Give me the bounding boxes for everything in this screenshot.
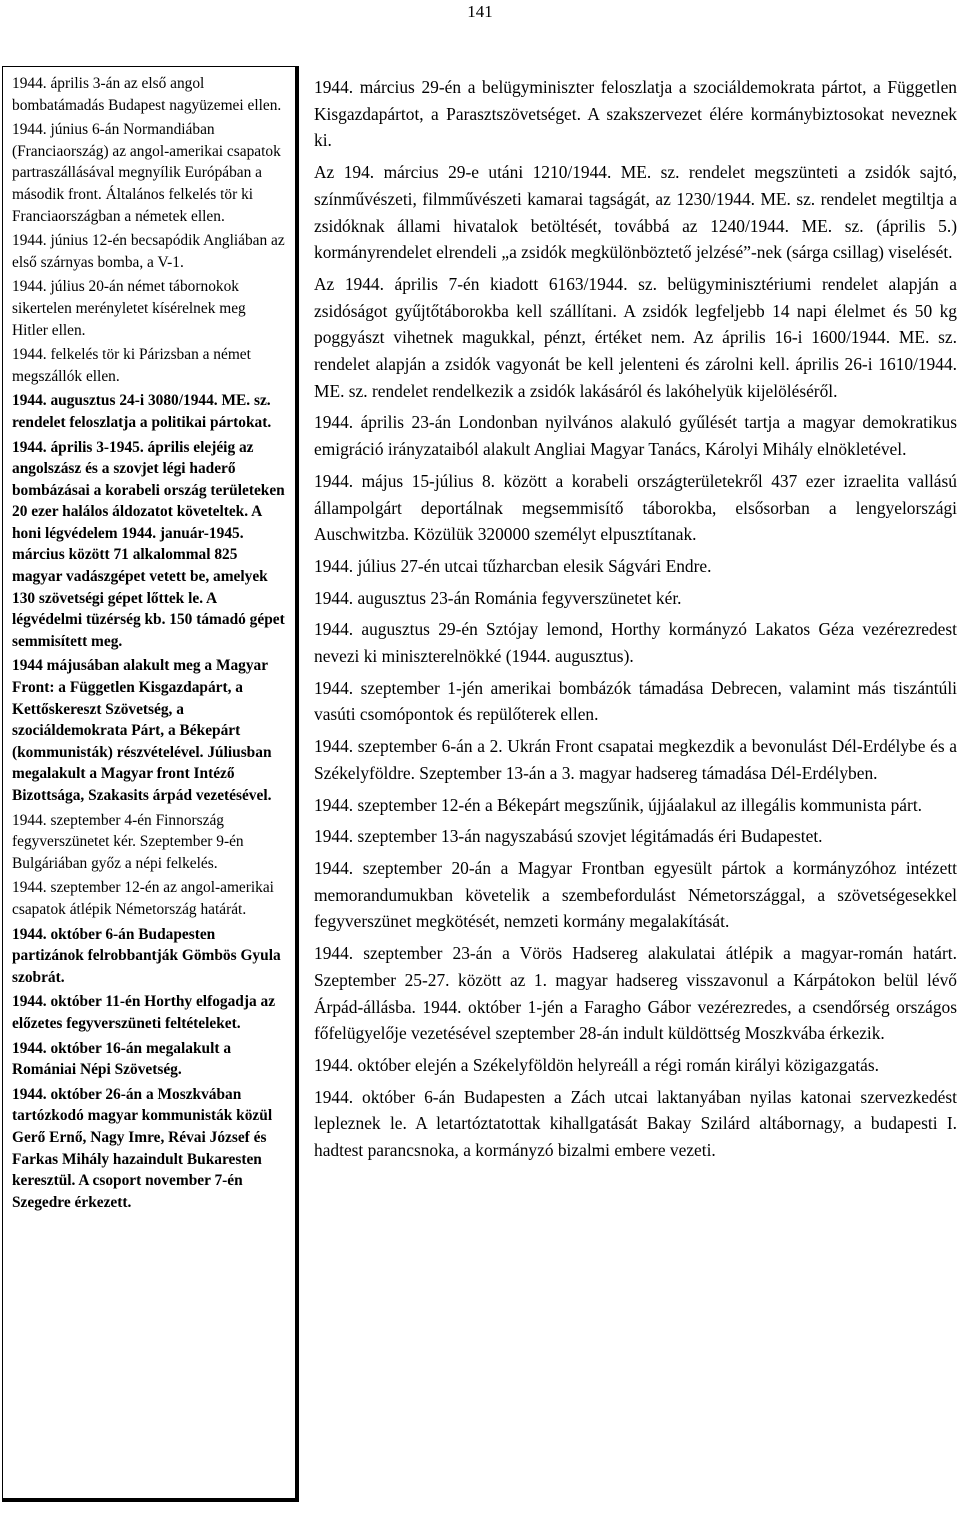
sidebar-entry: 1944. június 12-én becsapódik Angliában az első szárnyas bomba, a V-1. bbox=[12, 232, 285, 271]
sidebar-entry: 1944. október 11-én Horthy elfogadja az előzetes fegyverszüneti feltételeket. bbox=[12, 993, 276, 1032]
sidebar-entry: 1944. szeptember 4-én Finnország fegyverszünetet kér. Szeptember 9-én Bulgáriában győz a népi felkelés. bbox=[12, 811, 244, 872]
main-paragraph: 1944. március 29-én a belügyminiszter feloszlatja a szociáldemokrata pártot, a Független Kisgazdapártot, a Parasztszövetséget. A szakszervezet élére kormánybiztosokat neveznek ki. bbox=[314, 77, 957, 151]
main-paragraph: 1944. szeptember 12-én a Békepárt megszűnik, újjáalakul az illegális kommunista párt. bbox=[314, 794, 923, 815]
main-paragraph: 1944. szeptember 1-jén amerikai bombázók támadása Debrecen, valamint más tiszántúli vasúti csomópontok és repülőterek ellen. bbox=[314, 677, 957, 725]
main-paragraph: Az 1944. április 7-én kiadott 6163/1944. sz. belügyminisztériumi rendelet alapján a zsidóságot gyűjtőtáborokba kell szállítani. A zsidók legfeljebb 14 napi élelmet és 50 kg poggyászt vihetnek magukkal, pénzt, értéket nem. Az április 16-i 1600/1944. ME. sz. rendelet alapján a zsidók vagyonát be kell jelenteni és zárolni kell. április 26-i 1610/1944. ME. sz. rendelet rendelkezik a zsidók lakásáról és lakóhelyük kijelöléséről. bbox=[314, 273, 957, 401]
main-paragraph: 1944. április 23-án Londonban nyilvános alakuló gyűlését tartja a magyar demokratikus emigráció irányzataiból alakult Angliai Magyar Tanács, Károlyi Mihály elnökletével. bbox=[314, 412, 957, 460]
sidebar-box bbox=[2, 66, 299, 1502]
sidebar-entry: 1944. október 26-án a Moszkvában tartózkodó magyar kommunisták közül Gerő Ernő, Nagy Imre, Révai József és Farkas Mihály hazaindult Bukaresten keresztül. A csoport november 7-én Szegedre érkezett. bbox=[12, 1085, 273, 1211]
main-paragraph: 1944. október 6-án Budapesten a Zách utcai laktanyában nyilas katonai szervezkedést lepleznek le. A letartóztatottak kihallgatását Bakay Szilárd altábornagy, a budapesti I. hadtest parancsnoka, a kormányzó bizalmi embere vezeti. bbox=[314, 1086, 957, 1161]
sidebar-entry: 1944. június 6-án Normandiában (Franciaország) az angol-amerikai csapatok partraszállásával megnyílik Európában a második front. Általános felkelés tör ki Franciaországban a németek ellen. bbox=[12, 121, 281, 225]
sidebar-entry: 1944 májusában alakult meg a Magyar Front: a Független Kisgazdapárt, a Kettőskereszt Szövetség, a szociáldemokrata Párt, a Békepárt (kommunisták) részvételével. Júliusban megalakult a Magyar front Intéző Bizottsága, Szakasits árpád vezetésével. bbox=[12, 657, 272, 804]
main-paragraph: 1944. augusztus 29-én Sztójay lemond, Horthy kormányzó Lakatos Géza vezérezredest nevezi ki miniszterelnökké (1944. augusztus). bbox=[314, 619, 957, 667]
main-paragraph: 1944. szeptember 6-án a 2. Ukrán Front csapatai megkezdik a bevonulást Dél-Erdélybe és a Székelyföldre. Szeptember 13-án a 3. magyar hadsereg támadása Dél-Erdélyben. bbox=[314, 736, 957, 783]
sidebar-entry: 1944. szeptember 12-én az angol-amerikai csapatok átlépik Németország határát. bbox=[12, 879, 274, 918]
sidebar-entry: 1944. október 16-án megalakult a Romániai Népi Szövetség. bbox=[12, 1039, 232, 1079]
main-paragraph: 1944. szeptember 23-án a Vörös Hadsereg alakulatai átlépik a magyar-román határt. Szeptember 25-27. között az 1. magyar hadsereg visszavonul a Kárpátokon belül lévő Árpád-állásba. 1944. október 1-jén a Faragho Gábor vezérezredes, a csendőrség országos főfelügyelője vezetésével szeptember 28-án indult küldöttség Moszkvába érkezik. bbox=[314, 943, 957, 1044]
main-paragraph: 1944. szeptember 13-án nagyszabású szovjet légitámadás éri Budapestet. bbox=[314, 826, 823, 847]
sidebar-entry: 1944. április 3-án az első angol bombatámadás Budapest nagyüzemei ellen. bbox=[12, 75, 282, 114]
main-text-column bbox=[314, 74, 957, 1169]
main-paragraph: 1944. május 15-július 8. között a korabeli országterületekről 437 ezer izraelita vallású állampolgárt deportálnak megsemmisítő táborokba, elsősorban a lengyelországi Auschwitzba. Közülük 320000 személyt elpusztítanak. bbox=[314, 470, 957, 545]
sidebar-entry: 1944. felkelés tör ki Párizsban a német megszállók ellen. bbox=[12, 346, 251, 385]
sidebar-entry: 1944. április 3-1945. április elejéig az angolszász és a szovjet légi haderő bombázásai a korabeli ország területeken 20 ezer halálos áldozatot követeltek. A honi légvédelem 1944. január-1945. március között 71 alkalommal 825 magyar vadászgépet vetett be, amelyek 130 szövetségi gépet lőttek le. A légvédelmi tüzérség kb. 150 támadó gépet semmisített meg. bbox=[12, 438, 285, 650]
main-paragraph: 1944. szeptember 20-án a Magyar Frontban egyesült pártok a kormányzóhoz intézett memorandumukban követelik a szembefordulást Németországgal, a szövetségesekkel fegyverszünet megkötését, nemzeti kormány megalakítását. bbox=[314, 857, 957, 932]
main-paragraph: Az 194. március 29-e utáni 1210/1944. ME. sz. rendelet megszünteti a zsidók sajtó, színművészeti, filmművészeti kamarai tagságát, az 1230/1944. ME. sz. rendelet megtiltja a zsidóknak állami hivatalok betöltését, továbbá az 1240/1944. ME. sz. (április 5.) kormányrendelet elrendeli „a zsidók megkülönböztető jelzésé”-nek (sárga csillag) viselését. bbox=[314, 162, 957, 263]
main-paragraph: 1944. augusztus 23-án Románia fegyverszünetet kér. bbox=[314, 587, 682, 608]
main-paragraph: 1944. október elején a Székelyföldön helyreáll a régi román királyi közigazgatás. bbox=[314, 1054, 879, 1075]
main-paragraph: 1944. július 27-én utcai tűzharcban elesik Ságvári Endre. bbox=[314, 555, 712, 576]
sidebar-entry: 1944. október 6-án Budapesten partizánok felrobbantják Gömbös Gyula szobrát. bbox=[12, 925, 281, 986]
sidebar-entry: 1944. augusztus 24-i 3080/1944. ME. sz. rendelet feloszlatja a politikai pártokat. bbox=[12, 392, 272, 431]
page-number: 141 bbox=[467, 2, 493, 21]
sidebar-entry: 1944. július 20-án német tábornokok sikertelen merényletet kísérelnek meg Hitler ellen. bbox=[12, 278, 246, 339]
